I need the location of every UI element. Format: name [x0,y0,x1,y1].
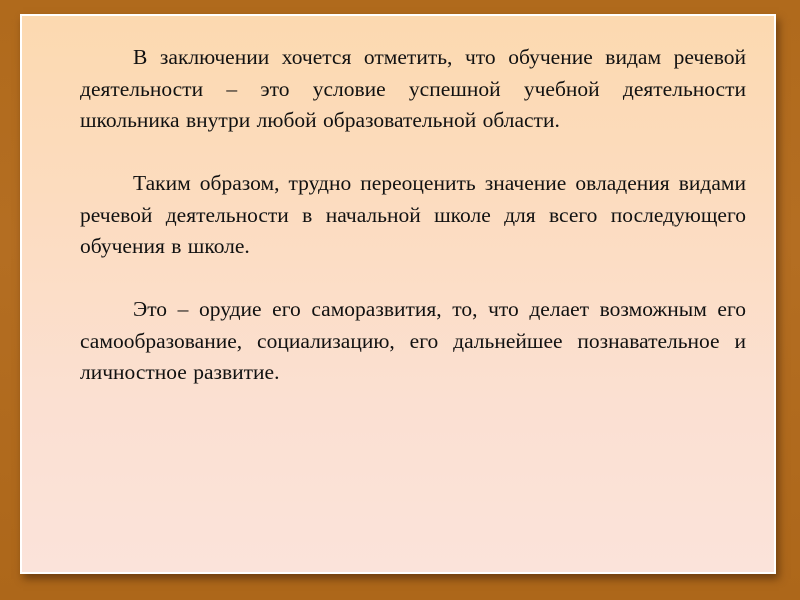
paragraph-self-development: Это – орудие его саморазвития, то, что делает возможным его самообразование, социализацию, его дальнейшее познавательное и личностное развитие. [80,297,746,384]
paragraph-conclusion: В заключении хочется отметить, что обучение видам речевой деятельности – это условие успешной учебной деятельности школьника внутри любой образовательной области. [80,45,746,132]
paragraph-importance: Таким образом, трудно переоценить значение овладения видами речевой деятельности в начальной школе для всего последующего обучения в школе. [80,171,746,258]
slide-text-block [80,42,746,389]
slide-card [20,14,776,574]
